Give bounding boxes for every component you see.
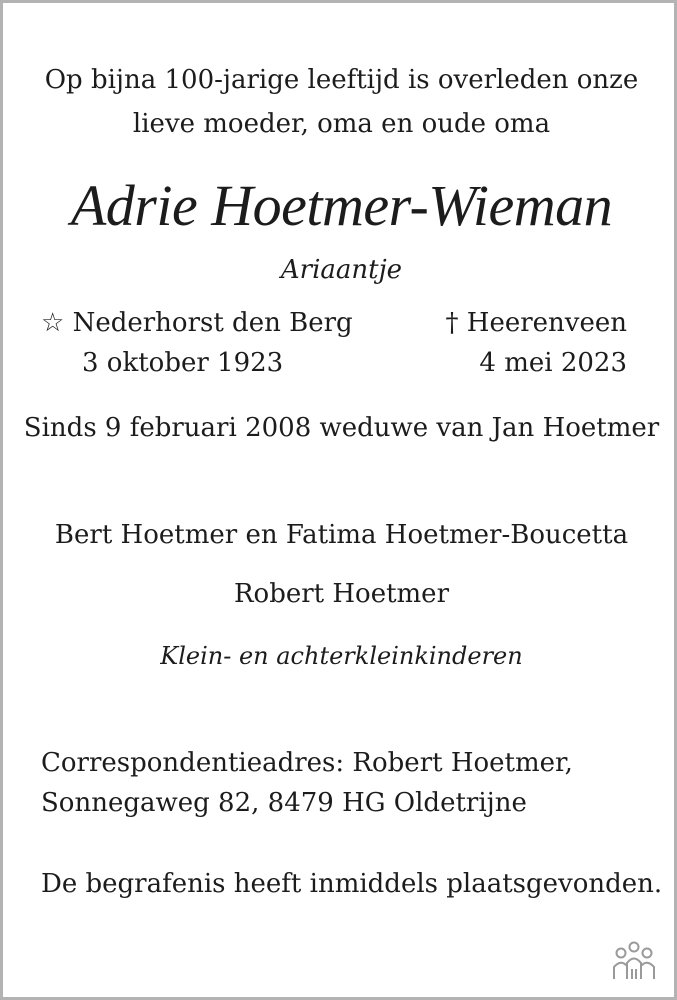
death-place-line — [446, 306, 627, 340]
funeral-note: De begrafenis heeft inmiddels plaatsgevonden. — [41, 869, 663, 899]
intro-line-2: lieve moeder, oma en oude oma — [132, 109, 551, 139]
birth-place-line — [41, 306, 353, 340]
star-icon: ☆ — [41, 308, 65, 338]
family-line-1: Bert Hoetmer en Fatima Hoetmer-Boucetta — [54, 520, 629, 550]
correspondence-line-2: Sonnegaweg 82, 8479 HG Oldetrijne — [41, 788, 527, 818]
death-date: 4 mei 2023 — [479, 348, 627, 378]
family-line-2: Robert Hoetmer — [233, 579, 450, 609]
birth-place: Nederhorst den Berg — [72, 308, 353, 338]
correspondence-line-1: Correspondentieadres: Robert Hoetmer, — [41, 748, 573, 778]
death-place: Heerenveen — [466, 308, 627, 338]
birth-date: 3 oktober 1923 — [82, 348, 284, 378]
widow-note: Sinds 9 februari 2008 weduwe van Jan Hoetmer — [23, 413, 660, 443]
deceased-nickname: Ariaantje — [280, 255, 403, 285]
intro-line-1: Op bijna 100-jarige leeftijd is overleden onze — [44, 65, 639, 95]
family-line-3: Klein- en achterkleinkinderen — [160, 642, 523, 670]
family-people-logo-icon — [611, 941, 657, 981]
cross-icon: † — [445, 308, 459, 338]
deceased-name: Adrie Hoetmer-Wieman — [70, 173, 613, 238]
